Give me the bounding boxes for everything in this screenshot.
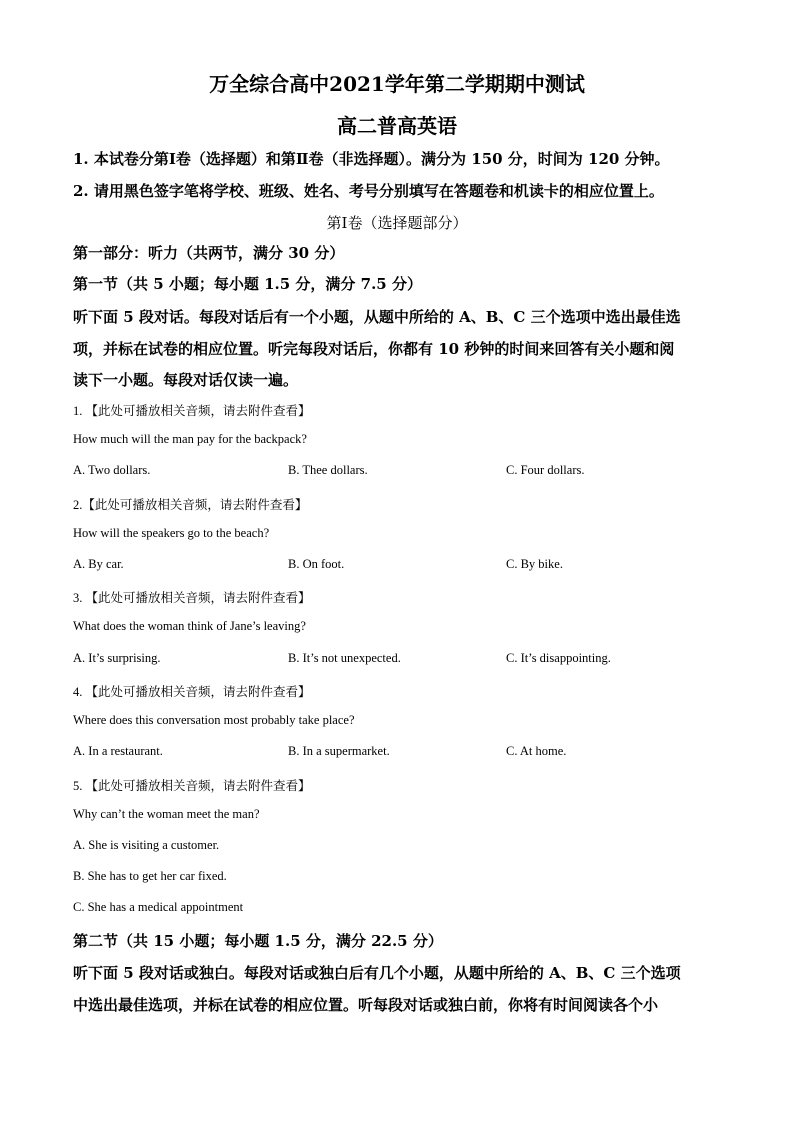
- instruction-1: 1. 本试卷分第Ⅰ卷（选择题）和第Ⅱ卷（非选择题）。满分为 150 分，时间为 120 分钟。: [73, 150, 670, 168]
- section2-directions-line-2: 中选出最佳选项，并标在试卷的相应位置。听每段对话或独白前，你将有时间阅读各个小: [73, 996, 659, 1014]
- q2-audio-placeholder: 2.【此处可播放相关音频，请去附件查看】: [73, 498, 308, 512]
- q4-option-a: A. In a restaurant.: [73, 744, 163, 758]
- q2-option-a: A. By car.: [73, 557, 124, 571]
- q2-option-c: C. By bike.: [506, 557, 563, 571]
- q5-option-a: A. She is visiting a customer.: [73, 838, 220, 852]
- q1-option-a: A. Two dollars.: [73, 463, 151, 477]
- section2-title: 第二节（共 15 小题；每小题 1.5 分，满分 22.5 分）: [73, 932, 443, 950]
- section1-title: 第一节（共 5 小题；每小题 1.5 分，满分 7.5 分）: [73, 275, 422, 293]
- q1-stem: How much will the man pay for the backpack?: [73, 432, 307, 446]
- q4-stem: Where does this conversation most probably take place?: [73, 713, 355, 727]
- q4-option-b: B. In a supermarket.: [288, 744, 390, 758]
- volume-title: 第Ⅰ卷（选择题部分）: [326, 214, 468, 232]
- instruction-2: 2. 请用黑色签字笔将学校、班级、姓名、考号分别填写在答题卷和机读卡的相应位置上。: [73, 182, 664, 200]
- q5-stem: Why can’t the woman meet the man?: [73, 807, 260, 821]
- q3-audio-placeholder: 3. 【此处可播放相关音频，请去附件查看】: [73, 591, 311, 605]
- q2-stem: How will the speakers go to the beach?: [73, 526, 270, 540]
- section2-directions-line-1: 听下面 5 段对话或独白。每段对话或独白后有几个小题，从题中所给的 A、B、C 三个选项: [73, 964, 681, 982]
- q2-option-b: B. On foot.: [288, 557, 345, 571]
- q4-option-c: C. At home.: [506, 744, 567, 758]
- exam-subtitle: 高二普高英语: [337, 114, 457, 138]
- section1-directions-line-3: 读下一小题。每段对话仅读一遍。: [73, 371, 299, 389]
- q3-option-b: B. It’s not unexpected.: [288, 651, 401, 665]
- section1-directions-line-2: 项，并标在试卷的相应位置。听完每段对话后，你都有 10 秒钟的时间来回答有关小题和阅: [73, 340, 675, 358]
- q4-audio-placeholder: 4. 【此处可播放相关音频，请去附件查看】: [73, 685, 311, 699]
- q5-option-b: B. She has to get her car fixed.: [73, 869, 227, 883]
- section1-directions-line-1: 听下面 5 段对话。每段对话后有一个小题，从题中所给的 A、B、C 三个选项中选出最佳选: [73, 308, 681, 326]
- q5-option-c: C. She has a medical appointment: [73, 900, 244, 914]
- part1-title: 第一部分：听力（共两节，满分 30 分）: [73, 244, 345, 262]
- q3-option-a: A. It’s surprising.: [73, 651, 161, 665]
- q3-stem: What does the woman think of Jane’s leaving?: [73, 619, 306, 633]
- exam-title: 万全综合高中2021学年第二学期期中测试: [209, 72, 585, 96]
- q5-audio-placeholder: 5. 【此处可播放相关音频，请去附件查看】: [73, 779, 311, 793]
- q1-audio-placeholder: 1. 【此处可播放相关音频，请去附件查看】: [73, 404, 311, 418]
- q1-option-b: B. Thee dollars.: [288, 463, 368, 477]
- q3-option-c: C. It’s disappointing.: [506, 651, 611, 665]
- q1-option-c: C. Four dollars.: [506, 463, 585, 477]
